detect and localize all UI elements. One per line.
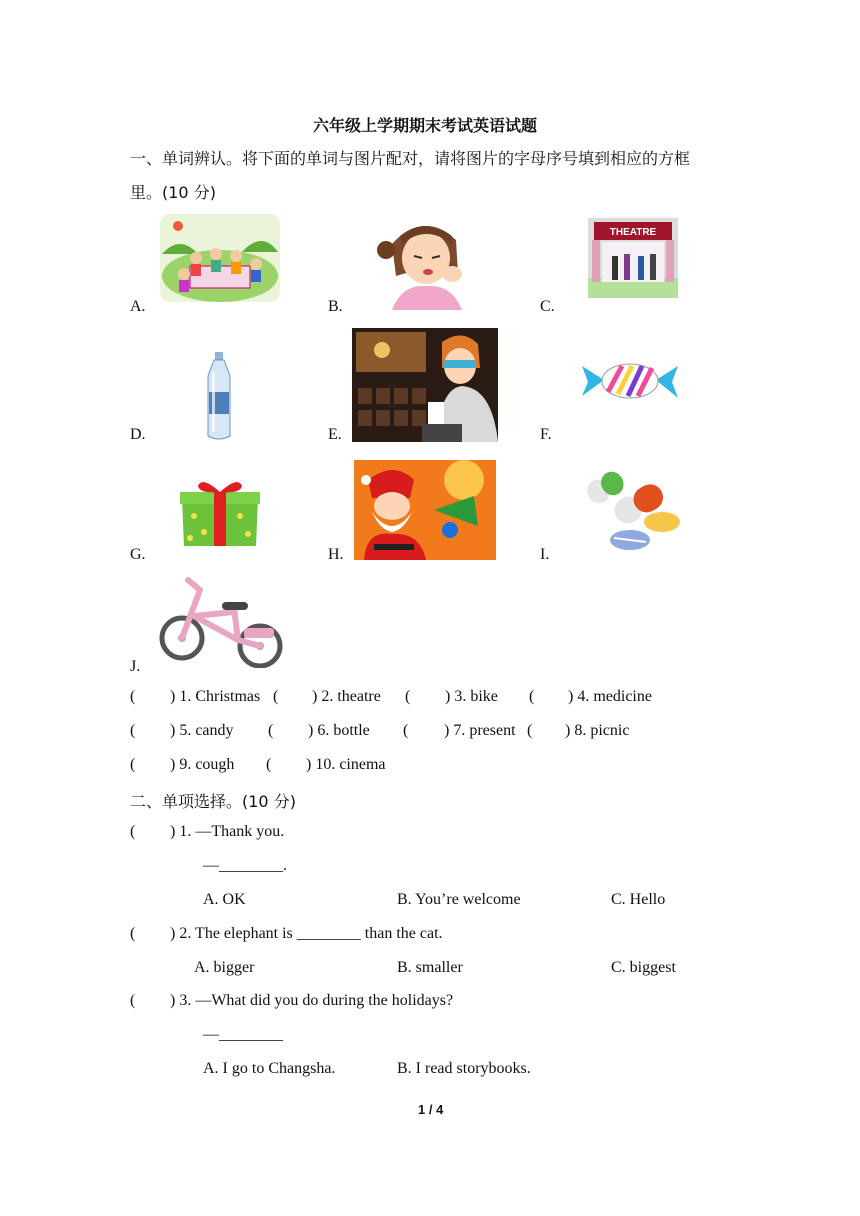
word-3-open: ( <box>405 688 411 705</box>
q2-option-b: B. smaller <box>397 959 463 976</box>
picture-label-a: A. <box>130 298 146 315</box>
bottle-picture <box>204 352 234 440</box>
theatre-sign-text: THEATRE <box>609 227 657 238</box>
picture-label-b: B. <box>328 298 343 315</box>
picture-label-j: J. <box>130 658 141 675</box>
page-number: 1 / 4 <box>418 1102 444 1117</box>
section1-heading-line2: 里。(10 分) <box>130 183 216 202</box>
q1-option-b: B. You’re welcome <box>397 891 521 908</box>
exam-title: 六年级上学期期末考试英语试题 <box>313 116 538 135</box>
picture-label-h: H. <box>328 546 344 563</box>
word-1-open: ( <box>130 688 136 705</box>
picture-label-g: G. <box>130 546 146 563</box>
word-1-text: ) 1. Christmas <box>170 688 261 705</box>
cough-girl-picture <box>372 214 480 310</box>
picture-label-d: D. <box>130 426 146 443</box>
word-10-open: ( <box>266 756 272 773</box>
section2-heading: 二、单项选择。(10 分) <box>130 792 296 811</box>
word-8-text: ) 8. picnic <box>565 722 630 739</box>
q3-open: ( <box>130 992 136 1009</box>
cinema-picture <box>352 328 498 442</box>
theatre-picture <box>588 218 678 298</box>
word-5-open: ( <box>130 722 136 739</box>
q3-answer-line: —________ <box>203 1026 283 1043</box>
picture-label-f: F. <box>540 426 552 443</box>
q3-option-b: B. I read storybooks. <box>397 1060 531 1077</box>
word-8-open: ( <box>527 722 533 739</box>
word-5-text: ) 5. candy <box>170 722 234 739</box>
q2-open: ( <box>130 925 136 942</box>
present-picture <box>176 476 264 550</box>
word-7-open: ( <box>403 722 409 739</box>
q2-option-c: C. biggest <box>611 959 676 976</box>
word-2-open: ( <box>273 688 279 705</box>
medicine-picture <box>578 458 684 554</box>
word-4-text: ) 4. medicine <box>568 688 652 705</box>
picture-label-e: E. <box>328 426 342 443</box>
word-7-text: ) 7. present <box>444 722 516 739</box>
picture-label-c: C. <box>540 298 555 315</box>
word-6-text: ) 6. bottle <box>308 722 370 739</box>
q1-option-c: C. Hello <box>611 891 666 908</box>
q1-text: ) 1. —Thank you. <box>170 823 285 840</box>
q2-option-a: A. bigger <box>194 959 255 976</box>
word-9-text: ) 9. cough <box>170 756 235 773</box>
q2-text: ) 2. The elephant is ________ than the cat. <box>170 925 443 942</box>
q1-answer-line: —________. <box>203 857 287 874</box>
word-3-text: ) 3. bike <box>445 688 498 705</box>
q3-text: ) 3. —What did you do during the holidays? <box>170 992 454 1009</box>
word-2-text: ) 2. theatre <box>312 688 381 705</box>
word-4-open: ( <box>529 688 535 705</box>
section1-heading-line1: 一、单词辨认。将下面的单词与图片配对，请将图片的字母序号填到相应的方框 <box>130 149 691 168</box>
picture-label-i: I. <box>540 546 550 563</box>
q1-option-a: A. OK <box>203 891 246 908</box>
word-9-open: ( <box>130 756 136 773</box>
q3-option-a: A. I go to Changsha. <box>203 1060 336 1077</box>
q1-open: ( <box>130 823 136 840</box>
bike-picture <box>158 576 284 668</box>
christmas-santa-picture <box>354 460 496 560</box>
picnic-picture <box>160 214 280 302</box>
word-10-text: ) 10. cinema <box>306 756 386 773</box>
candy-picture <box>578 356 682 408</box>
word-6-open: ( <box>268 722 274 739</box>
